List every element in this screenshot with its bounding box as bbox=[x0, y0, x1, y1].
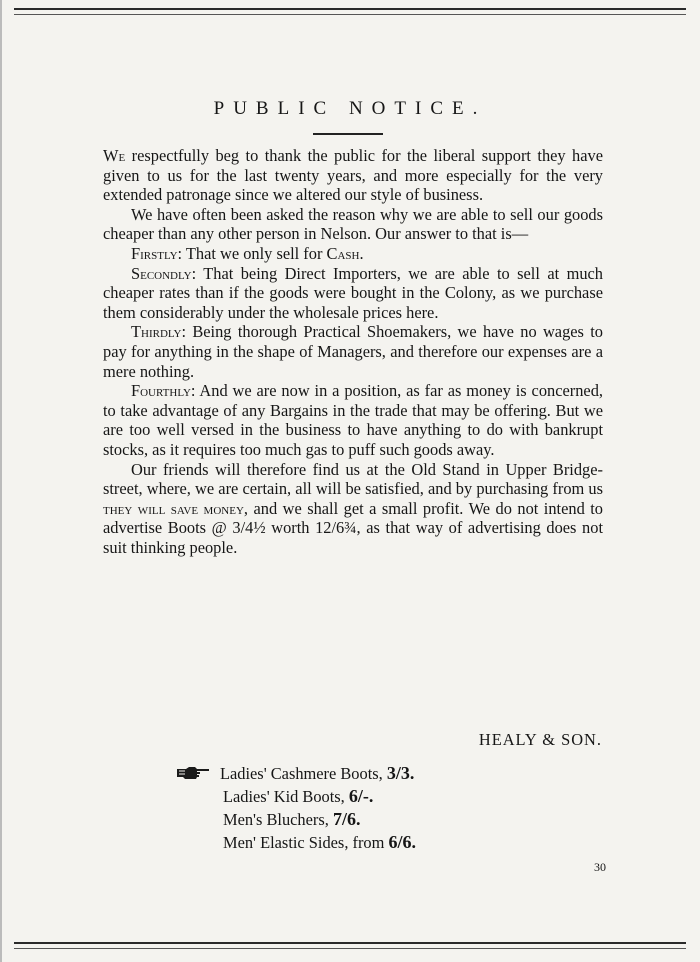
price-value: 6/-. bbox=[348, 786, 374, 806]
paragraph-lead: Secondly bbox=[131, 263, 192, 283]
price-value: 3/3. bbox=[386, 763, 415, 783]
title-underline bbox=[313, 133, 383, 135]
price-item: Ladies' Kid Boots, bbox=[223, 787, 349, 806]
bottom-rule-thin bbox=[14, 948, 686, 949]
price-line bbox=[176, 808, 416, 831]
signature: HEALY & SON. bbox=[478, 730, 602, 749]
price-item: Men's Bluchers, bbox=[223, 810, 333, 829]
page-edge bbox=[0, 0, 2, 962]
paragraph-text: Our friends will therefore find us at the Old Stand in Upper Bridge-street, where, we are certain, all will be satisfied, and by purchasing from us bbox=[103, 459, 603, 499]
notice-body bbox=[103, 146, 603, 557]
paragraph-text: respectfully beg to thank the public for the liberal support they have given to us for the last twenty years, and more especially for the very extended patronage since we altered our style of business. bbox=[103, 146, 603, 205]
paragraph-secondly bbox=[103, 264, 603, 323]
paragraph-firstly bbox=[103, 244, 603, 264]
paragraph-reason bbox=[103, 205, 603, 244]
notice-title: PUBLIC NOTICE. bbox=[213, 98, 487, 119]
pointing-hand-icon bbox=[176, 766, 210, 780]
paragraph-intro bbox=[103, 146, 603, 205]
price-item: Men' Elastic Sides, from bbox=[223, 833, 389, 852]
price-line bbox=[176, 762, 416, 785]
bottom-rule bbox=[14, 942, 686, 944]
paragraph-fourthly bbox=[103, 381, 603, 459]
top-rule-thin bbox=[14, 14, 686, 15]
price-item: Ladies' Cashmere Boots, bbox=[220, 764, 387, 783]
paragraph-thirdly bbox=[103, 322, 603, 381]
top-rule bbox=[14, 8, 686, 10]
price-line bbox=[176, 831, 416, 854]
paragraph-text: : That we only sell for bbox=[177, 243, 327, 263]
page-number: 30 bbox=[594, 860, 606, 874]
paragraph-text: , and we shall get a small profit. We do not intend to advertise Boots @ 3/4½ worth 12/6¾, as that way of advertising does not suit thinking people. bbox=[103, 498, 603, 557]
paragraph-text: : And we are now in a position, as far as money is concerned, to take advantage of any Bargains in the trade that may be offering. But we are too well versed in the business to have anything to do with bankrupt stocks, as it requires too much gas to puff such goods away. bbox=[103, 381, 603, 459]
emphasis-text: they will save money bbox=[103, 498, 244, 518]
paragraph-text: : Being thorough Practical Shoemakers, we have no wages to pay for anything in the shape of Managers, and therefore our expenses are a mere nothing. bbox=[103, 322, 603, 381]
paragraph-lead: Firstly bbox=[131, 243, 178, 263]
paragraph-text: : That being Direct Importers, we are able to sell at much cheaper rates than if the goods were bought in the Colony, as we purchase them considerably under the wholesale prices here. bbox=[103, 263, 603, 322]
price-list bbox=[176, 762, 416, 854]
paragraph-lead: We bbox=[103, 146, 126, 165]
paragraph-lead: Thirdly bbox=[131, 322, 182, 342]
price-value: 7/6. bbox=[332, 809, 361, 829]
cash-word: Cash. bbox=[326, 243, 364, 263]
paragraph-text: We have often been asked the reason why we are able to sell our goods cheaper than any other person in Nelson. Our answer to that is— bbox=[103, 204, 603, 244]
price-value: 6/6. bbox=[388, 832, 416, 852]
price-line bbox=[176, 785, 416, 808]
paragraph-lead: Fourthly bbox=[131, 381, 191, 401]
paragraph-closing bbox=[103, 460, 603, 558]
